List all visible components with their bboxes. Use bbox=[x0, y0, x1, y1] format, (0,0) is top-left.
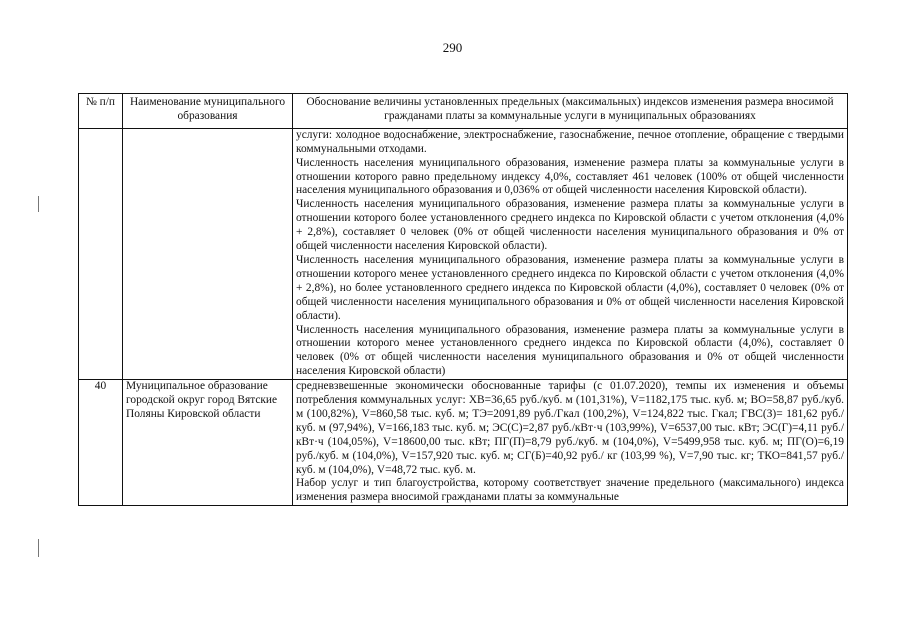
paragraph: Набор услуг и тип благоустройства, которому соответствует значение предельного (максимального) индекса изменения размера вносимой гражданами платы за коммунальные bbox=[296, 477, 844, 504]
paragraph: средневзвешенные экономически обоснованные тарифы (с 01.07.2020), темпы их изменения и объемы потребления коммунальных услуг: ХВ=36,65 руб./куб. м (101,31%), V=1182,175 тыс. куб. м; ВО=58,87 руб./куб. м (100,82%), V=860,58 тыс. куб. м; ТЭ=2091,89 руб./Гкал (100,2%), V=124,822 тыс. Гкал; ГВС(З)= 181,62 руб./куб. м (97,94%), V=166,183 тыс. куб. м; ЭС(С)=2,87 руб./кВт·ч (103,99%), V=6537,00 тыс. кВт; ЭС(Г)=4,11 руб./кВт·ч (104,05%), V=18600,00 тыс. кВт; ПГ(П)=8,79 руб./куб. м (104,0%), V=5499,958 тыс. куб. м; ПГ(О)=6,19 руб./куб. м (104,0%), V=157,920 тыс. куб. м; СГ(Б)=40,92 руб./ кг (103,99 %), V=7,90 тыс. кг; ТКО=841,57 руб./куб. м (104,0%), V=48,72 тыс. куб. м. bbox=[296, 380, 844, 476]
header-justification: Обоснование величины установленных предельных (максимальных) индексов изменения размера вносимой гражданами платы за коммунальные услуги в муниципальных образованиях bbox=[293, 94, 848, 129]
row-number: 40 bbox=[79, 380, 123, 506]
row-municipality: Муниципальное образование городской округ город Вятские Поляны Кировской области bbox=[123, 380, 293, 506]
tariff-index-table bbox=[78, 93, 848, 506]
paragraph: Численность населения муниципального образования, изменение размера платы за коммунальные услуги в отношении которого более установленного среднего индекса по Кировской области с учетом отклонения (4,0% + 2,8%), составляет 0 человек (0% от общей численности населения муниципального образования и 0% от общей численности населения Кировской области). bbox=[296, 198, 844, 253]
margin-mark bbox=[38, 539, 39, 557]
margin-mark bbox=[38, 196, 39, 212]
header-number: № п/п bbox=[79, 94, 123, 129]
header-municipality: Наименование муниципального образования bbox=[123, 94, 293, 129]
row-municipality bbox=[123, 128, 293, 379]
table-row bbox=[79, 128, 848, 379]
paragraph: Численность населения муниципального образования, изменение размера платы за коммунальные услуги в отношении которого равно предельному индексу 4,0%, составляет 461 человек (100% от общей численности населения муниципального образования и 0,036% от общей численности населения Кировской области). bbox=[296, 156, 844, 197]
paragraph: услуги: холодное водоснабжение, электроснабжение, газоснабжение, печное отопление, обращение с твердыми коммунальными отходами. bbox=[296, 128, 844, 155]
paragraph: Численность населения муниципального образования, изменение размера платы за коммунальные услуги в отношении которого менее установленного среднего индекса по Кировской области с учетом отклонения (4,0% + 2,8%), но более установленного среднего индекса по Кировской области (4,0%), составляет 0 человек (0% от общей численности населения муниципального образования и 0% от общей численности населения Кировской области). bbox=[296, 253, 844, 322]
paragraph: Численность населения муниципального образования, изменение размера платы за коммунальные услуги в отношении которого менее установленного среднего индекса по Кировской области (4,0%), составляет 0 человек (0% от общей численности населения муниципального образования и 0% от общей численности населения Кировской области) bbox=[296, 323, 844, 378]
table-row bbox=[79, 380, 848, 506]
table-header-row bbox=[79, 94, 848, 129]
page-number: 290 bbox=[442, 40, 463, 55]
row-justification bbox=[293, 380, 848, 506]
row-justification bbox=[293, 128, 848, 379]
row-number bbox=[79, 128, 123, 379]
